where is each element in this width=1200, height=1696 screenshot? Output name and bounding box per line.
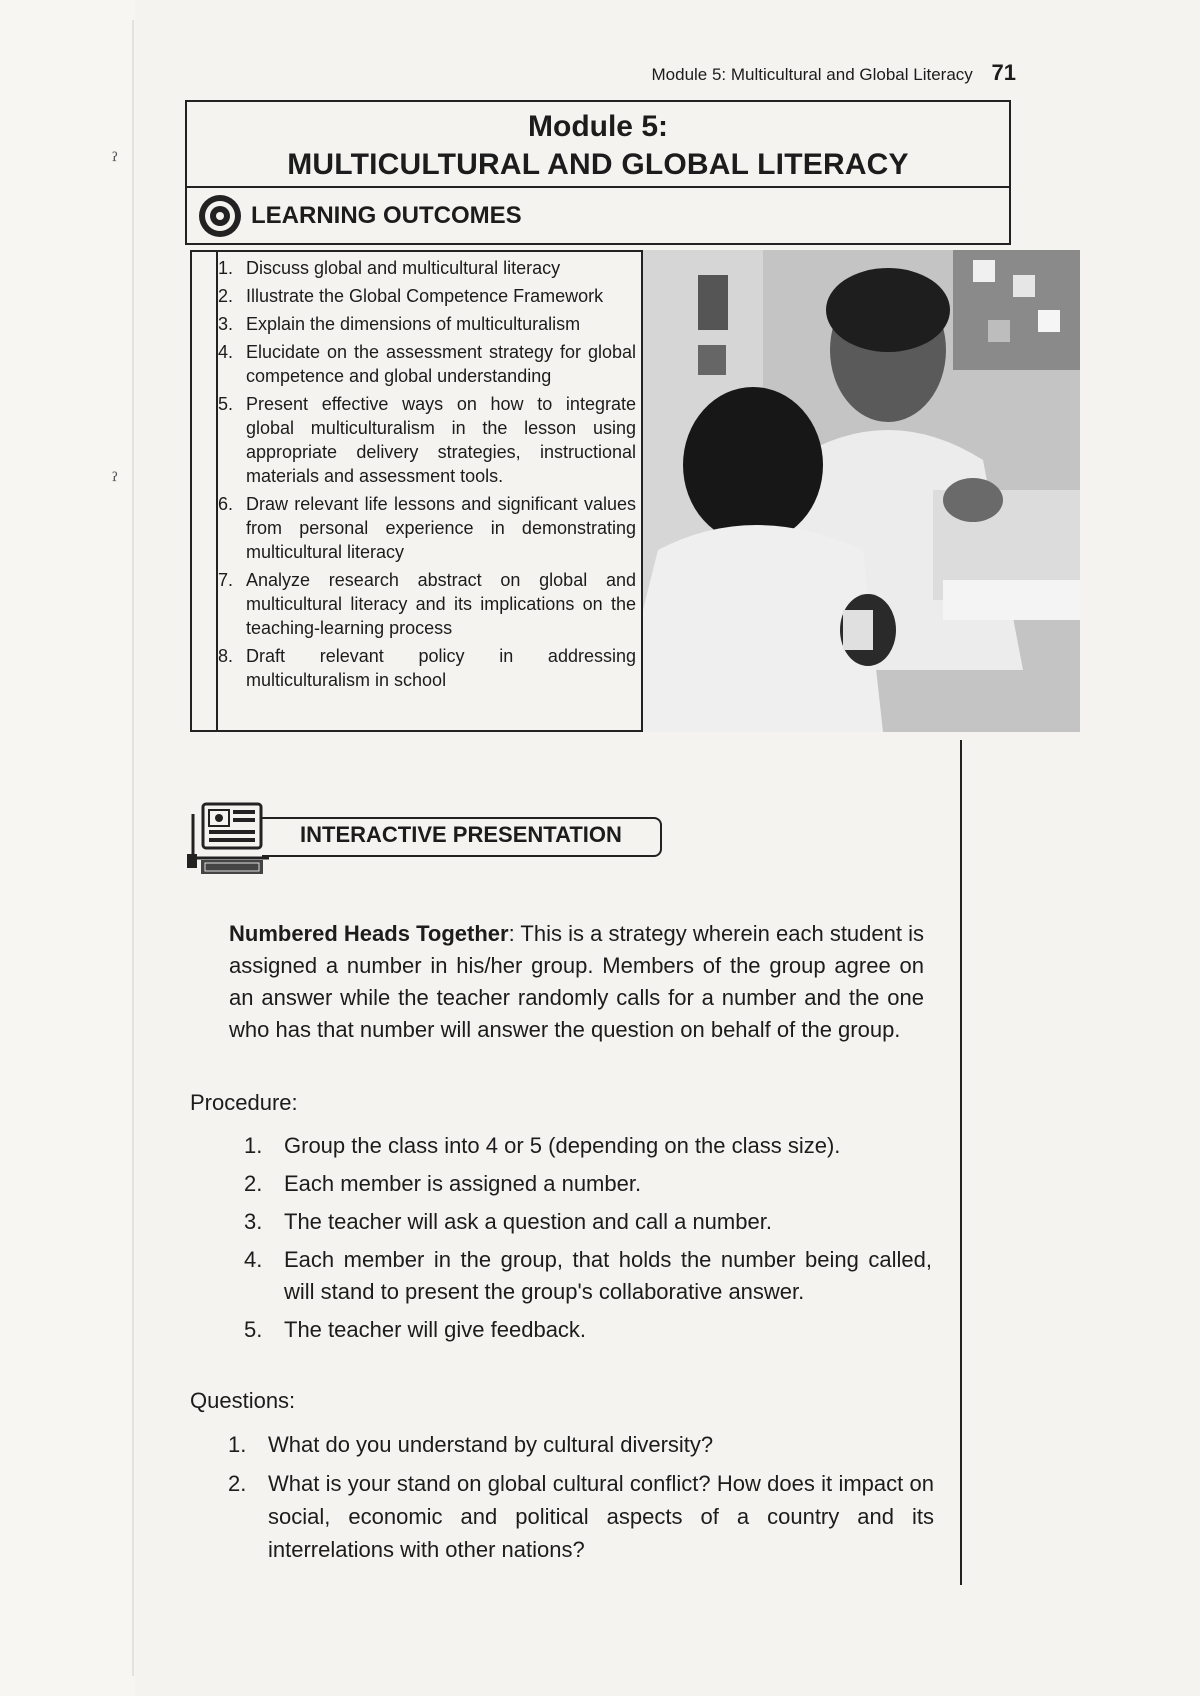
item-text: Discuss global and multicultural literacy	[246, 258, 561, 278]
module-number: Module 5:	[528, 110, 668, 143]
item-number: 1.	[228, 1432, 247, 1457]
procedure-label: Procedure:	[190, 1090, 298, 1115]
list-item	[228, 1467, 934, 1566]
list-item	[218, 256, 636, 280]
strategy-description	[229, 918, 924, 1046]
item-number: 1.	[218, 258, 234, 278]
book-spine-shadow	[132, 20, 134, 1676]
list-item	[244, 1130, 932, 1162]
list-item	[244, 1206, 932, 1238]
item-number: 3.	[218, 314, 234, 334]
facing-page-edge	[0, 0, 135, 1696]
column-rule	[960, 740, 962, 1585]
item-text: Group the class into 4 or 5 (depending on the class size).	[284, 1133, 841, 1158]
module-title: MULTICULTURAL AND GLOBAL LITERACY	[287, 148, 909, 181]
item-number: 7.	[218, 570, 234, 590]
item-text: Each member in the group, that holds the number being called, will stand to present the group's collaborative answer.	[284, 1247, 932, 1304]
item-number: 1.	[244, 1133, 263, 1158]
title-divider	[187, 186, 1009, 188]
item-text: What is your stand on global cultural conflict? How does it impact on social, economic and political aspects of a country and its interrelations with other nations?	[268, 1471, 934, 1562]
questions-list	[228, 1428, 934, 1572]
item-text: Draw relevant life lessons and significant values from personal experience in demonstrating multicultural literacy	[246, 494, 636, 562]
module-title-box	[185, 100, 1011, 245]
item-number: 5.	[244, 1317, 263, 1342]
list-item	[244, 1244, 932, 1308]
strategy-term: Numbered Heads Together	[229, 921, 509, 946]
teacher-and-child-photo	[643, 250, 1080, 732]
item-text: What do you understand by cultural diversity?	[268, 1432, 714, 1457]
item-text: Analyze research abstract on global and multicultural literacy and its implications on the teaching-learning process	[246, 570, 636, 638]
photo-illustration	[643, 250, 1080, 732]
list-item	[218, 644, 636, 692]
item-text: Explain the dimensions of multiculturalism	[246, 314, 581, 334]
item-number: 2.	[244, 1171, 263, 1196]
item-number: 3.	[244, 1209, 263, 1234]
list-item	[244, 1168, 932, 1200]
item-number: 4.	[244, 1247, 263, 1272]
procedure-list	[244, 1130, 932, 1352]
item-text: Present effective ways on how to integrate global multiculturalism in the lesson using appropriate delivery strategies, instructional materials and assessment tools.	[246, 394, 636, 486]
learning-outcomes-list	[218, 256, 636, 696]
item-text: Elucidate on the assessment strategy for global competence and global understanding	[246, 342, 636, 386]
item-text: Each member is assigned a number.	[284, 1171, 642, 1196]
list-item	[218, 312, 636, 336]
strategy-text: : This is a strategy wherein each student is assigned a number in his/her group. Members of the group agree on an answer while the teacher randomly calls for a number and the one who has that number will answer the question on behalf of the group.	[229, 921, 924, 1042]
item-number: 6.	[218, 494, 234, 514]
running-head-text: Module 5: Multicultural and Global Literacy	[651, 65, 973, 84]
interactive-presentation-heading: INTERACTIVE PRESENTATION	[300, 822, 622, 847]
list-item	[244, 1314, 932, 1346]
questions-label: Questions:	[190, 1388, 296, 1413]
list-item	[218, 284, 636, 308]
page-number: 71	[991, 60, 1016, 85]
item-text: Draft relevant policy in addressing multiculturalism in school	[246, 646, 636, 690]
learning-outcomes-heading: LEARNING OUTCOMES	[251, 202, 522, 229]
list-item	[228, 1428, 934, 1461]
item-text: The teacher will give feedback.	[284, 1317, 587, 1342]
learning-outcomes-box	[190, 250, 643, 732]
list-item	[218, 492, 636, 564]
item-number: 2.	[228, 1471, 247, 1496]
list-item	[218, 568, 636, 640]
item-number: 2.	[218, 286, 234, 306]
list-item	[218, 392, 636, 488]
facing-page-fragment: ˀ	[112, 150, 119, 175]
running-head	[640, 60, 1016, 86]
item-text: Illustrate the Global Competence Framework	[246, 286, 604, 306]
item-number: 4.	[218, 342, 234, 362]
target-icon	[199, 195, 241, 237]
list-item	[218, 340, 636, 388]
item-number: 8.	[218, 646, 234, 666]
item-text: The teacher will ask a question and call a number.	[284, 1209, 772, 1234]
item-number: 5.	[218, 394, 234, 414]
facing-page-fragment: ˀ	[112, 470, 119, 495]
